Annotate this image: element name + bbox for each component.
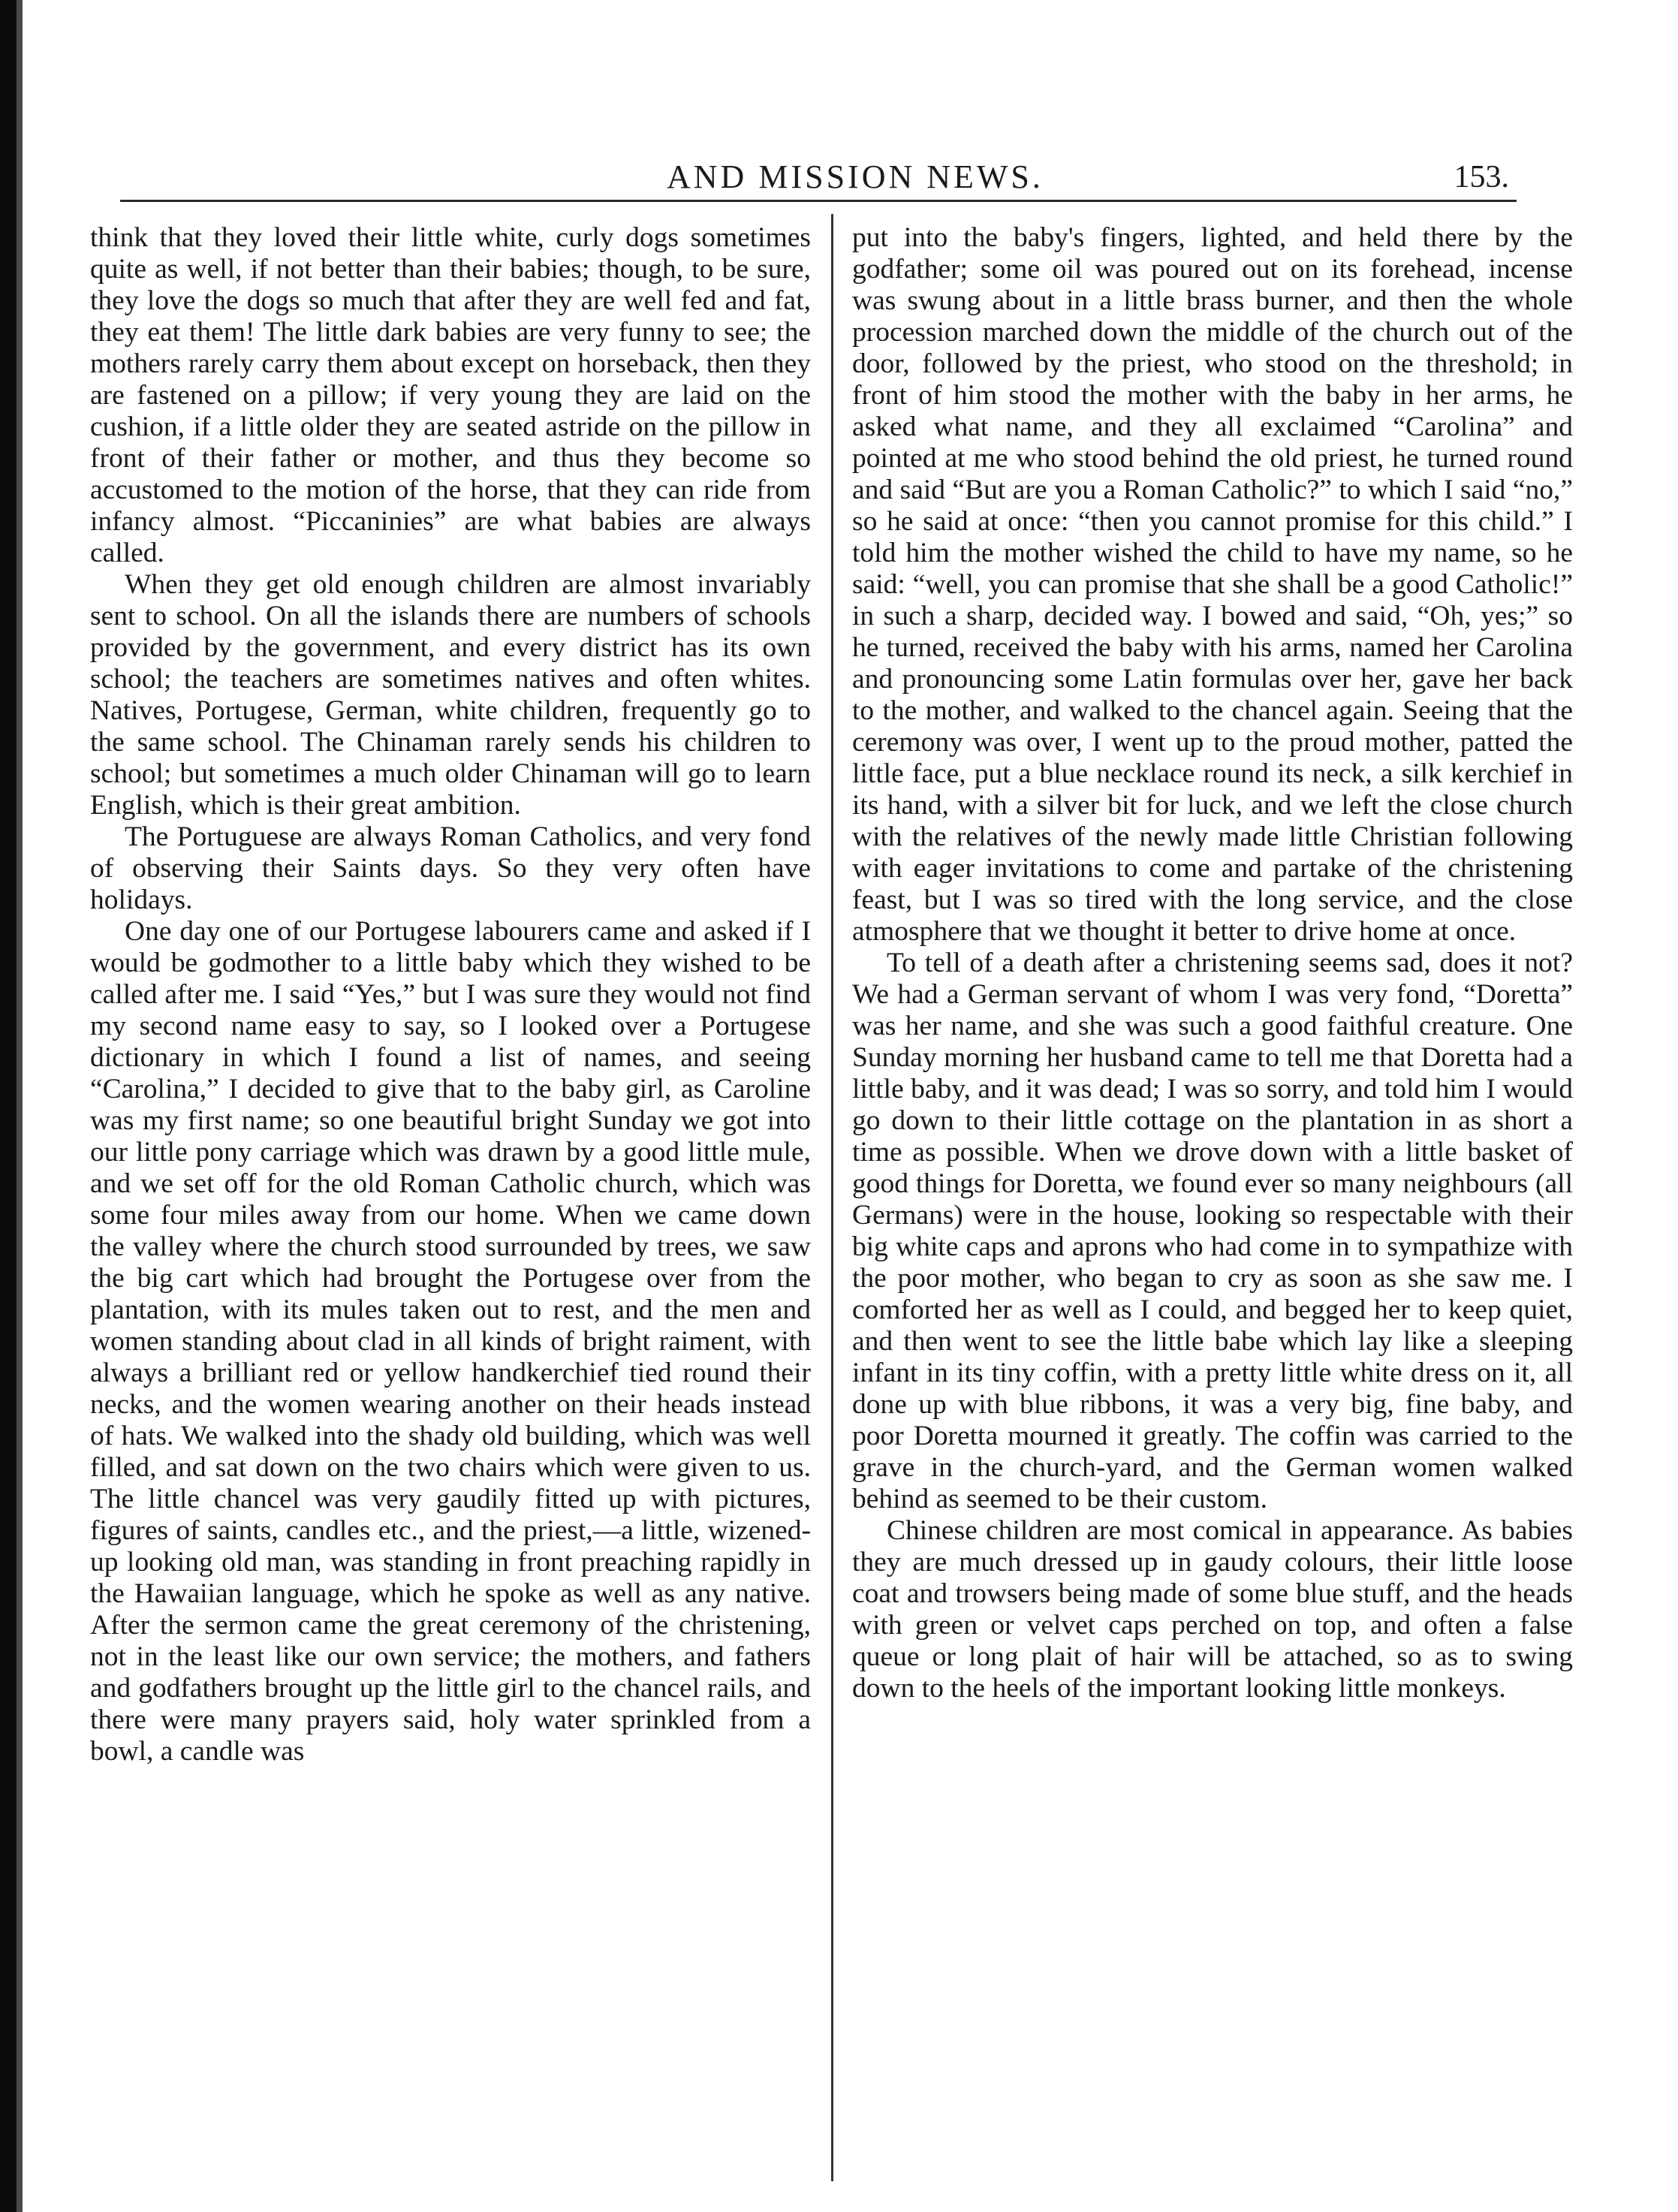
paragraph: Chinese children are most comical in appearance. As babies they are much dressed up in gaudy colours, their little loose coat and trowsers being made of some blue stuff, and the heads with green or velvet caps perched on top, and often a false queue or long plait of hair will be attached, so as to swing down to the heels of the important looking little monkeys.: [852, 1515, 1573, 1704]
page-number: 153.: [1454, 160, 1509, 194]
left-text-column: [90, 222, 811, 1767]
paragraph-continued: put into the baby's fingers, lighted, and held there by the godfather; some oil was poured out on its forehead, incense was swung about in a little brass burner, and then the whole procession marched down the middle of the church out of the door, followed by the priest, who stood on the threshold; in front of him stood the mother with the baby in her arms, he asked what name, and they all exclaimed “Carolina” and pointed at me who stood behind the old priest, he turned round and said “But are you a Roman Catholic?” to which I said “no,” so he said at once: “then you cannot promise for this child.” I told him the mother wished the child to have my name, so he said: “well, you can promise that she shall be a good Catholic!” in such a sharp, decided way. I bowed and said, “Oh, yes;” so he turned, received the baby with his arms, named her Carolina and pronouncing some Latin formulas over her, gave her back to the mother, and walked to the chancel again. Seeing that the ceremony was over, I went up to the proud mother, patted the little face, put a blue necklace round its neck, a silk kerchief in its hand, with a silver bit for luck, and we left the close church with the relatives of the newly made little Christian following with eager invitations to come and partake of the christening feast, but I was so tired with the long service, and the close atmosphere that we thought it better to drive home at once.: [852, 222, 1573, 947]
paragraph: The Portuguese are always Roman Catholics, and very fond of observing their Saints days. So they very often have holidays.: [90, 821, 811, 915]
right-text-column: [852, 222, 1573, 1704]
paragraph-continued: think that they loved their little white, curly dogs sometimes quite as well, if not better than their babies; though, to be sure, they love the dogs so much that after they are well fed and fat, they eat them! The little dark babies are very funny to see; the mothers rarely carry them about except on horseback, then they are fastened on a pillow; if very young they are laid on the cushion, if a little older they are seated astride on the pillow in front of their father or mother, and thus they become so accustomed to the motion of the horse, that they can ride from infancy almost. “Piccaninies” are what babies are always called.: [90, 222, 811, 568]
running-title: AND MISSION NEWS.: [667, 158, 1044, 195]
paragraph: When they get old enough children are almost invariably sent to school. On all the islands there are numbers of schools provided by the government, and every district has its own school; the teachers are sometimes natives and often whites. Natives, Portugese, German, white children, frequently go to the same school. The Chinaman rarely sends his children to school; but sometimes a much older Chinaman will go to learn English, which is their great ambition.: [90, 569, 811, 821]
page-header: [83, 158, 1509, 203]
book-binding-shadow: [17, 0, 23, 2212]
paragraph: One day one of our Portugese labourers came and asked if I would be godmother to a little baby which they wished to be called after me. I said “Yes,” but I was sure they would not find my second name easy to say, so I looked over a Portugese dictionary in which I found a list of names, and seeing “Carolina,” I decided to give that to the baby girl, as Caroline was my first name; so one beautiful bright Sunday we got into our little pony carriage which was drawn by a good little mule, and we set off for the old Roman Catholic church, which was some four miles away from our home. When we came down the valley where the church stood surrounded by trees, we saw the big cart which had brought the Portugese over from the plantation, with its mules taken out to rest, and the men and women standing about clad in all kinds of bright raiment, with always a brilliant red or yellow handkerchief tied round their necks, and the women wearing another on their heads instead of hats. We walked into the shady old building, which was well filled, and sat down on the two chairs which were given to us. The little chancel was very gaudily fitted up with pictures, figures of saints, candles etc., and the priest,—a little, wizened-up looking old man, was standing in front preaching rapidly in the Hawaiian language, which he spoke as well as any native. After the sermon came the great ceremony of the christening, not in the least like our own service; the mothers, and fathers and godfathers brought up the little girl to the chancel rails, and there were many prayers said, holy water sprinkled from a bowl, a candle was: [90, 916, 811, 1767]
paragraph: To tell of a death after a christening seems sad, does it not? We had a German servant of whom I was very fond, “Doretta” was her name, and she was such a good faithful creature. One Sunday morning her husband came to tell me that Doretta had a little baby, and it was dead; I was so sorry, and told him I would go down to their little cottage on the plantation in as short a time as possible. When we drove down with a little basket of good things for Doretta, we found ever so many neighbours (all Germans) were in the house, looking so respectable with their big white caps and aprons who had come in to sympathize with the poor mother, who began to cry as soon as she saw me. I comforted her as well as I could, and begged her to keep quiet, and then went to see the little babe which lay like a sleeping infant in its tiny coffin, with a pretty little white dress on it, all done up with blue ribbons, it was a very big, fine baby, and poor Doretta mourned it greatly. The coffin was carried to the grave in the church-yard, and the German women walked behind as seemed to be their custom.: [852, 948, 1573, 1514]
book-binding-edge: [0, 0, 17, 2212]
column-divider: [831, 214, 833, 2181]
header-rule: [120, 200, 1517, 202]
